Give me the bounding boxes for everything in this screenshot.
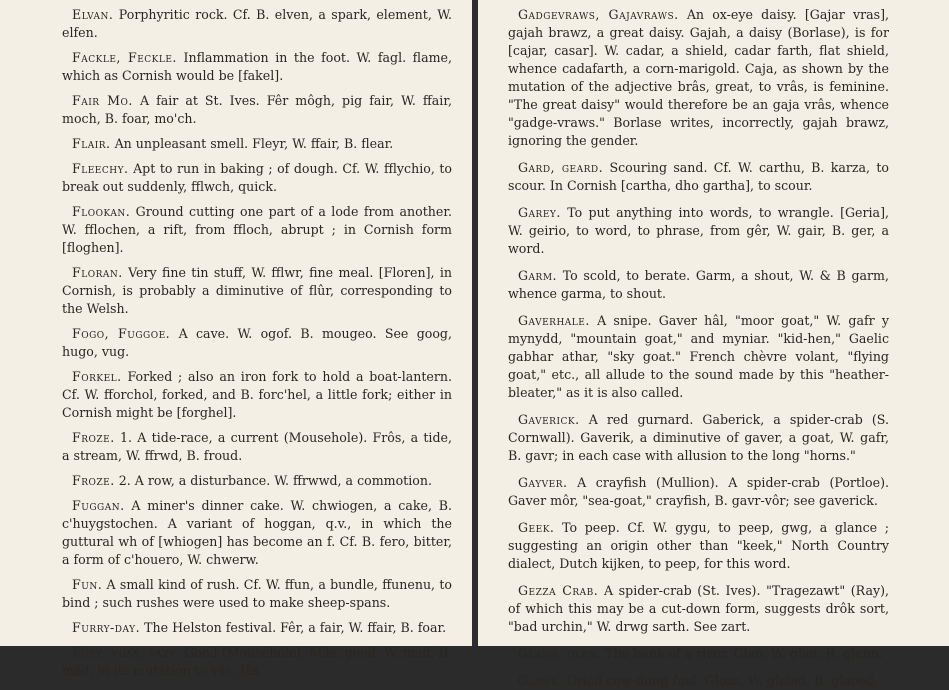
entry-definition: A miner's dinner cake. W. chwiogen, a cake, B. c'huygstochen. A variant of hoggan, q.v., in which the guttural wh of [whiogen] has become an f. Cf. B. fero, bitter, a form of c'houero, W. chwerw. bbox=[62, 498, 453, 567]
entry-headword: Gaverhale. bbox=[518, 313, 590, 328]
entry-headword: Fleechy. bbox=[72, 161, 129, 176]
entry-definition: Forked ; also an iron fork to hold a boat-lantern. Cf. W. fforchol, forked, and B. forc'hel, a little fork; either in Cornish might be [forghel]. bbox=[62, 369, 452, 420]
entry-headword: Floran. bbox=[72, 265, 123, 280]
dictionary-entry bbox=[62, 576, 452, 612]
dictionary-entry bbox=[508, 411, 889, 465]
entry-definition: Inflammation in the foot. W. fagl. flame, which as Cornish would be [fakel]. bbox=[62, 50, 452, 83]
dictionary-entry bbox=[62, 368, 452, 422]
entry-definition: A cave. W. ogof. B. mougeo. See goog, hugo, vug. bbox=[62, 326, 452, 359]
entry-headword: Gezza Crab. bbox=[518, 583, 599, 598]
entry-definition: A crayfish (Mullion). A spider-crab (Portloe). Gaver môr, "sea-goat," crayfish, B. gavr-vôr; see gaverick. bbox=[508, 475, 889, 508]
entry-definition: An unpleasant smell. Fleyr, W. ffair, B. flear. bbox=[114, 136, 394, 151]
entry-headword: Garey. bbox=[518, 205, 561, 220]
entry-definition: The bank of a river. Glan, W. glan, B. glann. bbox=[605, 646, 883, 661]
dictionary-entry bbox=[508, 672, 889, 690]
entry-headword: Furry-day. bbox=[72, 620, 141, 635]
entry-headword: Geek. bbox=[518, 520, 555, 535]
entry-definition: A spider-crab (St. Ives). "Tragezawt" (Ray), of which this may be a cut-down form, suggests drôk sort, "bad urchin," W. drwg sarth. See zart. bbox=[508, 583, 889, 634]
dictionary-entry bbox=[62, 619, 452, 637]
dictionary-entry bbox=[508, 159, 889, 195]
dictionary-entry bbox=[508, 582, 889, 636]
entry-headword: Gayver. bbox=[518, 475, 568, 490]
entry-headword: Elvan. bbox=[72, 7, 114, 22]
entry-headword: Forkel. bbox=[72, 369, 122, 384]
right-page bbox=[478, 0, 949, 688]
entry-definition: Scouring sand. Cf. W. carthu, B. karza, to scour. In Cornish [cartha, dho gartha], to scour. bbox=[508, 160, 889, 193]
entry-headword: Gland, glan. bbox=[518, 646, 602, 661]
entry-headword: Fusy, vusy, vazy. bbox=[72, 645, 181, 660]
entry-headword: Fuggan. bbox=[72, 498, 125, 513]
entry-definition: To put anything into words, to wrangle. [Geria], W. geirio, to word, to phrase, from gêr, W. gair, B. ger, a word. bbox=[508, 205, 889, 256]
dictionary-entry bbox=[62, 92, 452, 128]
entry-definition: 2. A row, a disturbance. W. ffrwwd, a commotion. bbox=[118, 473, 432, 488]
dictionary-entry bbox=[62, 6, 452, 42]
dictionary-entry bbox=[62, 472, 452, 490]
entry-headword: Flookan. bbox=[72, 204, 131, 219]
entry-headword: Gard, geard. bbox=[518, 160, 604, 175]
entry-definition: To peep. Cf. W. gygu, to peep, gwg, a glance ; suggesting an origin other than "keek," North Country dialect, Dutch kijken, to peep, for this word. bbox=[508, 520, 889, 571]
dictionary-entry bbox=[508, 204, 889, 258]
entry-definition: 1. A tide-race, a current (Mousehole). Frôs, a tide, a stream, W. ffrwd, B. froud. bbox=[62, 430, 452, 463]
dictionary-entry bbox=[62, 497, 452, 569]
entry-definition: A red gurnard. Gaberick, a spider-crab (S. Cornwall). Gaverik, a diminutive of gaver, a goat, W. gafr, B. gavr; in each case with allusion to the long "horns." bbox=[508, 412, 889, 463]
left-page bbox=[0, 0, 472, 678]
entry-headword: Gaverick. bbox=[518, 412, 580, 427]
dictionary-entry bbox=[62, 429, 452, 465]
entry-definition: Dried cow-dung fuel. Gloas, W. gleiad, B. glaoed, bbox=[566, 673, 879, 688]
entry-headword: Fackle, Feckle. bbox=[72, 50, 177, 65]
entry-headword: Fogo, Fuggoe. bbox=[72, 326, 171, 341]
dictionary-entry bbox=[508, 519, 889, 573]
entry-headword: Flair. bbox=[72, 136, 111, 151]
entry-headword: Garm. bbox=[518, 268, 558, 283]
dictionary-entry bbox=[508, 645, 889, 663]
dictionary-entry bbox=[62, 644, 452, 680]
dictionary-entry bbox=[62, 160, 452, 196]
entry-definition: A small kind of rush. Cf. W. ffun, a bundle, ffunenu, to bind ; such rushes were used to make sheep-spans. bbox=[62, 577, 452, 610]
entry-headword: Froze. bbox=[72, 473, 115, 488]
dictionary-entry bbox=[508, 6, 889, 150]
entry-headword: Gadgevraws, Gajavraws. bbox=[518, 7, 679, 22]
entry-definition: Good (Mousehole). Mâs, good. W. mad, B. mâd, in its mutation to vâs, fâs. bbox=[62, 645, 452, 678]
entry-definition: An ox-eye daisy. [Gajar vras], gajah brawz, a great daisy. Gajah, a daisy (Borlase), is for [cajar, casar]. W. cadar, a shield, cadar farth, flat shield, whence cadafarth, a corn-marigold. Caja, as shown by the mutation of the adjective brâs, great, to vrâs, is feminine. "The great daisy" would therefore be an gaja vrâs, whence "gadge-vraws." Borlase writes, incorrectly, gajah brawz, ignoring the gender. bbox=[508, 7, 889, 148]
entry-definition: Apt to run in baking ; of dough. Cf. W. fflychio, to break out suddenly, fflwch, quick. bbox=[62, 161, 452, 194]
dictionary-entry bbox=[508, 312, 889, 402]
entry-headword: Glaws. bbox=[518, 673, 563, 688]
dictionary-entry bbox=[62, 264, 452, 318]
entry-definition: A snipe. Gaver hâl, "moor goat," W. gafr y mynydd, "mountain goat," and myniar. "kid-hen," Gaelic gabhar athar, "sky goat." French chèvre volant, "flying goat," etc., all allude to the sound made by this "heather-bleater," as it is also called. bbox=[508, 313, 889, 400]
dictionary-entry bbox=[62, 135, 452, 153]
dictionary-entry bbox=[508, 474, 889, 510]
dictionary-entry bbox=[62, 325, 452, 361]
entry-headword: Fair Mo. bbox=[72, 93, 133, 108]
dictionary-entry bbox=[62, 203, 452, 257]
entry-definition: A fair at St. Ives. Fêr môgh, pig fair, W. ffair, moch, B. foar, mo'ch. bbox=[62, 93, 452, 126]
entry-definition: Porphyritic rock. Cf. B. elven, a spark, element, W. elfen. bbox=[62, 7, 452, 40]
entry-headword: Fun. bbox=[72, 577, 103, 592]
entry-definition: Very fine tin stuff, W. fflwr, fine meal. [Floren], in Cornish, is probably a diminutive of flûr, corresponding to the Welsh. bbox=[62, 265, 452, 316]
entry-definition: Ground cutting one part of a lode from another. W. fflochen, a rift, from ffloch, abrupt ; in Cornish form [floghen]. bbox=[62, 204, 452, 255]
entry-definition: To scold, to berate. Garm, a shout, W. & B garm, whence garma, to shout. bbox=[508, 268, 889, 301]
entry-definition: The Helston festival. Fêr, a fair, W. ffair, B. foar. bbox=[144, 620, 447, 635]
dictionary-entry bbox=[62, 49, 452, 85]
entry-headword: Froze. bbox=[72, 430, 115, 445]
dictionary-entry bbox=[508, 267, 889, 303]
